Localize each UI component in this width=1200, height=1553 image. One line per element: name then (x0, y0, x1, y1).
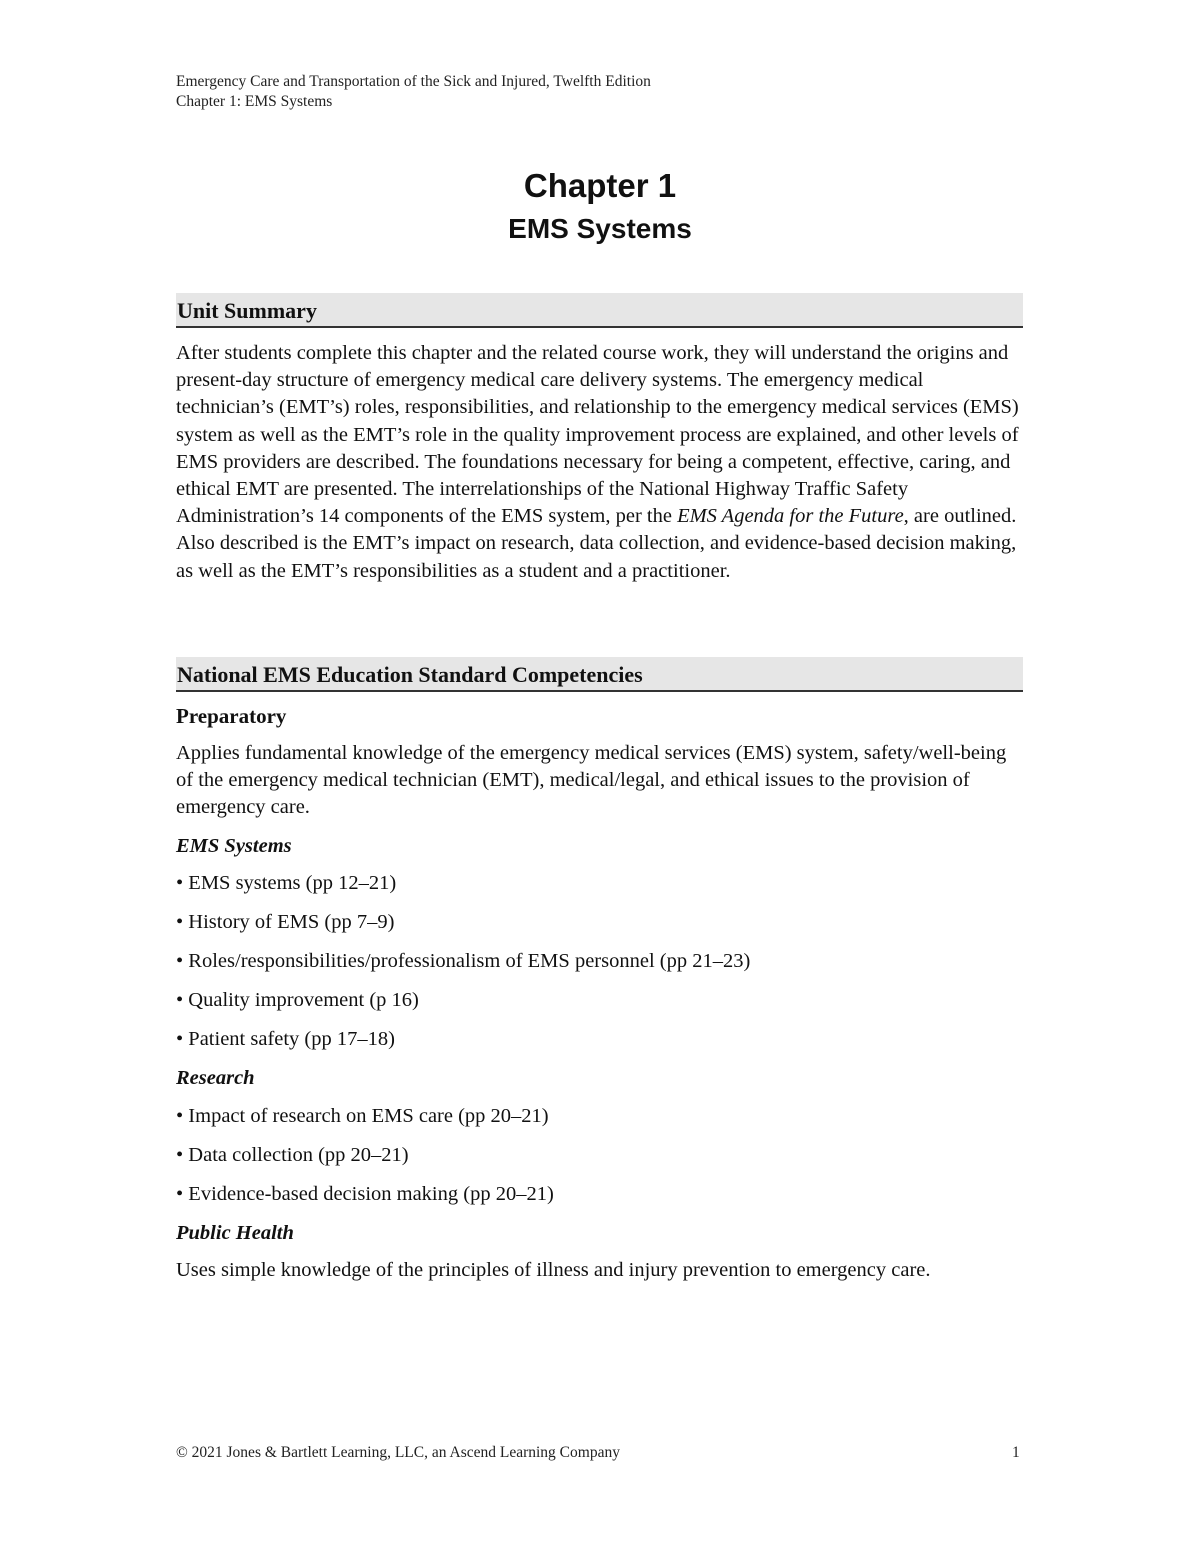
unit-summary-heading: Unit Summary (176, 293, 1023, 328)
chapter-line: Chapter 1: EMS Systems (176, 93, 333, 110)
list-item: • Evidence-based decision making (pp 20–21) (176, 1182, 554, 1205)
public-health-text: Uses simple knowledge of the principles of illness and injury prevention to emergency care. (176, 1258, 931, 1281)
list-item: • History of EMS (pp 7–9) (176, 910, 395, 933)
preparatory-heading: Preparatory (176, 704, 287, 728)
unit-summary-text (176, 340, 1023, 585)
title-block (0, 166, 1200, 246)
list-item: • Patient safety (pp 17–18) (176, 1027, 395, 1050)
unit-summary-text-a: After students complete this chapter and the related course work, they will understand the origins and present-day structure of emergency medical care delivery systems. The emergency medical technician’s (EMT’s) roles, responsibilities, and relationship to the emergency medical services (EMS) system as well as the EMT’s role in the quality improvement process are explained, and other levels of EMS providers are described. The foundations necessary for being a competent, effective, caring, and ethical EMT are presented. The interrelationships of the National Highway Traffic Safety Administration’s 14 components of the EMS system, per the (176, 342, 1019, 528)
list-item: • Impact of research on EMS care (pp 20–21) (176, 1104, 549, 1127)
footer-copyright: © 2021 Jones & Bartlett Learning, LLC, an Ascend Learning Company (176, 1444, 620, 1461)
chapter-subtitle: EMS Systems (508, 213, 692, 244)
list-item: • Roles/responsibilities/professionalism of EMS personnel (pp 21–23) (176, 949, 751, 972)
chapter-title: Chapter 1 (523, 167, 677, 204)
unit-summary-section (176, 293, 1023, 585)
list-item: • Quality improvement (p 16) (176, 988, 419, 1011)
list-item: • EMS systems (pp 12–21) (176, 871, 397, 894)
book-title: Emergency Care and Transportation of the Sick and Injured, Twelfth Edition (176, 73, 651, 90)
ems-systems-heading: EMS Systems (176, 834, 292, 857)
public-health-heading: Public Health (176, 1221, 294, 1244)
competencies-section (176, 657, 1023, 1284)
unit-summary-text-b: , are outlined. Also described is the EMT’s impact on research, data collection, and evidence-based decision making, as well as the EMT’s responsibilities as a student and a practitioner. (176, 505, 1017, 582)
running-header (176, 72, 651, 112)
list-item: • Data collection (pp 20–21) (176, 1143, 409, 1166)
agenda-title: EMS Agenda for the Future (677, 505, 904, 528)
research-heading: Research (176, 1066, 255, 1089)
competencies-heading: National EMS Education Standard Competencies (176, 657, 1023, 692)
preparatory-text: Applies fundamental knowledge of the emergency medical services (EMS) system, safety/well-being of the emergency medical technician (EMT), medical/legal, and ethical issues to the provision of emergency care. (176, 742, 1007, 819)
page-number: 1 (1012, 1444, 1020, 1461)
